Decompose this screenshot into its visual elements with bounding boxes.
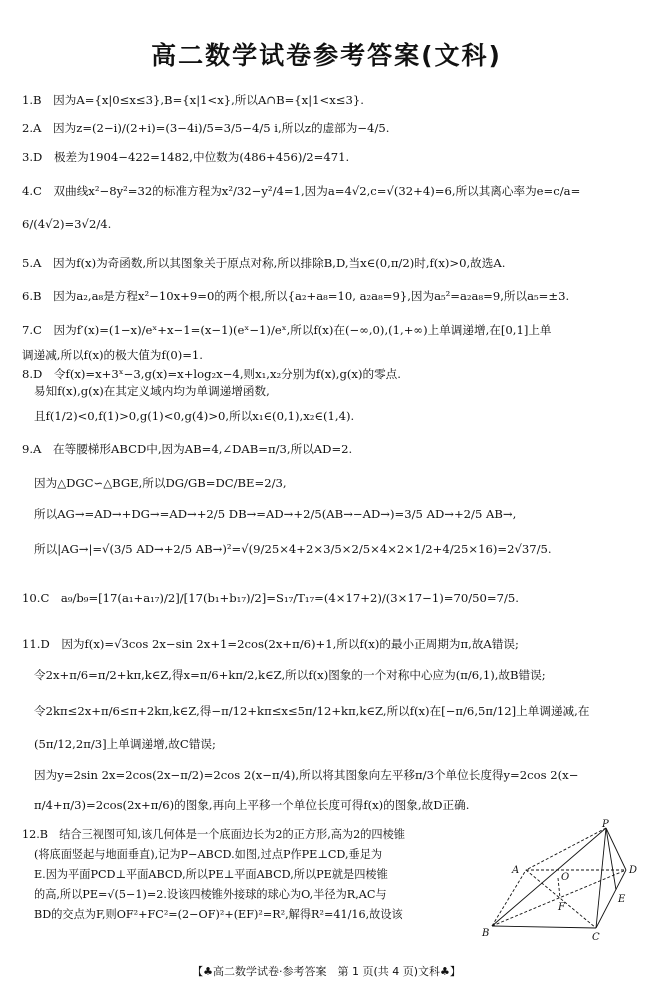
answer-line: (5π/12,2π/3]上单调递增,故C错误;: [34, 737, 216, 751]
label-c: C: [592, 932, 600, 943]
answer-line: π/4+π/3)=2cos(2x+π/6)的图象,再向上平移一个单位长度可得f(x)的图象,故D正确.: [34, 798, 470, 812]
pyramid-figure: [478, 818, 643, 943]
answer-line: 且f(1/2)<0,f(1)>0,g(1)<0,g(4)>0,所以x₁∈(0,1),x₂∈(1,4).: [34, 409, 355, 423]
answer-line: 3.D 极差为1904−422=1482,中位数为(486+456)/2=471.: [22, 150, 350, 164]
label-p: P: [602, 819, 609, 830]
answer-line: 所以AG→=AD→+DG→=AD→+2/5 DB→=AD→+2/5(AB→−AD→)=3/5 AD→+2/5 AB→,: [34, 507, 517, 521]
answer-line: 6.B 因为a₂,a₈是方程x²−10x+9=0的两个根,所以{a₂+a₈=10, a₂a₈=9},因为a₅²=a₂a₈=9,所以a₅=±3.: [22, 289, 570, 303]
label-f: F: [558, 902, 565, 913]
label-a: A: [512, 865, 520, 876]
answer-line: 7.C 因为f′(x)=(1−x)/eˣ+x−1=(x−1)(eˣ−1)/eˣ,所以f(x)在(−∞,0),(1,+∞)上单调递增,在[0,1]上单: [22, 323, 552, 337]
answer-line: 因为y=2sin 2x=2cos(2x−π/2)=2cos 2(x−π/4),所以将其图象向左平移π/3个单位长度得y=2cos 2(x−: [34, 768, 579, 782]
answer-line: 的高,所以PE=√(5−1)=2.设该四棱锥外接球的球心为O,半径为R,AC与: [34, 888, 387, 901]
answer-line: (将底面竖起与地面垂直),记为P−ABCD.如图,过点P作PE⊥CD,垂足为: [34, 848, 383, 861]
answer-line: 8.D 令f(x)=x+3ˣ−3,g(x)=x+log₂x−4,则x₁,x₂分别为f(x),g(x)的零点.: [22, 367, 401, 381]
label-o: O: [561, 872, 570, 883]
answer-line: 2.A 因为z=(2−i)/(2+i)=(3−4i)/5=3/5−4/5 i,所以z的虚部为−4/5.: [22, 121, 390, 135]
label-e: E: [618, 894, 626, 905]
answer-line: 令2x+π/6=π/2+kπ,k∈Z,得x=π/6+kπ/2,k∈Z,所以f(x)图象的一个对称中心应为(π/6,1),故B错误;: [34, 668, 546, 682]
answer-line: 令2kπ≤2x+π/6≤π+2kπ,k∈Z,得−π/12+kπ≤x≤5π/12+kπ,k∈Z,所以f(x)在[−π/6,5π/12]上单调递减,在: [34, 704, 590, 718]
answer-line: E.因为平面PCD⊥平面ABCD,所以PE⊥平面ABCD,所以PE就是四棱锥: [34, 868, 388, 881]
answer-line: 所以|AG→|=√(3/5 AD→+2/5 AB→)²=√(9/25×4+2×3/5×2/5×4×2×1/2+4/25×16)=2√37/5.: [34, 542, 552, 556]
answer-line: 10.C a₉/b₉=[17(a₁+a₁₇)/2]/[17(b₁+b₁₇)/2]=S₁₇/T₁₇=(4×17+2)/(3×17−1)=70/50=7/5.: [22, 591, 519, 605]
answer-line: 4.C 双曲线x²−8y²=32的标准方程为x²/32−y²/4=1,因为a=4√2,c=√(32+4)=6,所以其离心率为e=c/a=: [22, 184, 581, 198]
answer-line: 1.B 因为A={x|0≤x≤3},B={x|1<x},所以A∩B={x|1<x≤3}.: [22, 93, 364, 107]
label-b: B: [482, 928, 490, 939]
answer-line: 6/(4√2)=3√2/4.: [22, 217, 112, 231]
page-title: 高二数学试卷参考答案(文科): [151, 41, 502, 70]
answer-line: 易知f(x),g(x)在其定义域内均为单调递增函数,: [34, 384, 270, 398]
answer-line: 调递减,所以f(x)的极大值为f(0)=1.: [22, 348, 203, 362]
answer-line: 5.A 因为f(x)为奇函数,所以其图象关于原点对称,所以排除B,D,当x∈(0,π/2)时,f(x)>0,故选A.: [22, 256, 506, 270]
answer-line: 12.B 结合三视图可知,该几何体是一个底面边长为2的正方形,高为2的四棱锥: [22, 828, 405, 841]
answer-line: 因为△DGC∽△BGE,所以DG/GB=DC/BE=2/3,: [34, 476, 287, 490]
answer-line: BD的交点为F,则OF²+FC²=(2−OF)²+(EF)²=R²,解得R²=41/16,故设该: [34, 908, 403, 921]
answer-line: 11.D 因为f(x)=√3cos 2x−sin 2x+1=2cos(2x+π/6)+1,所以f(x)的最小正周期为π,故A错误;: [22, 637, 519, 651]
answer-line: 9.A 在等腰梯形ABCD中,因为AB=4,∠DAB=π/3,所以AD=2.: [22, 442, 353, 456]
label-d: D: [629, 865, 638, 876]
page-footer: 【♣高二数学试卷·参考答案 第 1 页(共 4 页)文科♣】: [192, 965, 461, 978]
